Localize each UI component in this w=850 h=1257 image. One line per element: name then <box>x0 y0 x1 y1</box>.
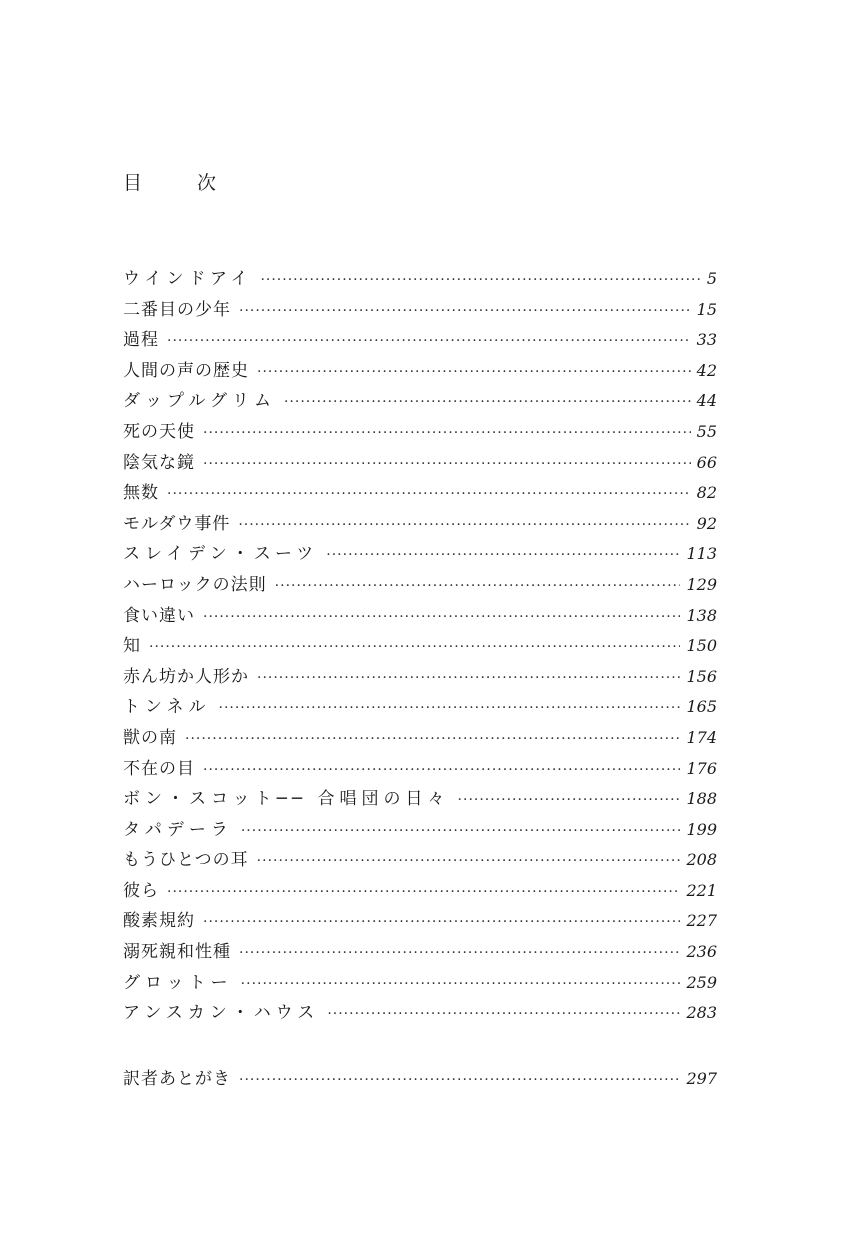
toc-entry-page: 208 <box>686 850 717 870</box>
toc-entry-title: 二番目の少年 <box>123 299 231 320</box>
toc-entry <box>123 325 717 356</box>
toc-entry-page: 188 <box>686 789 717 809</box>
toc-entry-page: 221 <box>686 880 717 900</box>
toc-entry-page: 150 <box>686 636 717 656</box>
toc-leader-dots <box>284 387 691 418</box>
toc-entry-page: 156 <box>686 666 717 686</box>
toc-leader-dots <box>241 969 681 1000</box>
toc-entry-page: 176 <box>686 758 717 778</box>
toc-entry-title: ボン・スコット── 合唱団の日々 <box>123 789 450 810</box>
toc-entry-title: 食い違い <box>123 605 195 626</box>
toc-entry <box>123 998 717 1029</box>
toc-entry <box>123 631 717 662</box>
toc-entry <box>123 448 717 479</box>
toc-leader-dots <box>275 571 681 602</box>
toc-leader-dots <box>257 846 681 877</box>
toc-entry-title: アンスカン・ハウス <box>123 1003 320 1024</box>
toc-entry-page: 259 <box>686 972 717 992</box>
toc-leader-dots <box>241 816 681 847</box>
toc-entry-title: もうひとつの耳 <box>123 850 249 871</box>
toc-entry <box>123 784 717 815</box>
toc-entry-title: 人間の声の歴史 <box>123 360 249 381</box>
toc-entry <box>123 815 717 846</box>
toc-entry-page: 92 <box>696 513 717 533</box>
toc-entry <box>123 906 717 937</box>
toc-entry-title: グロットー <box>123 972 233 993</box>
toc-entry-page: 199 <box>686 819 717 839</box>
toc-entry-page: 42 <box>696 360 717 380</box>
toc-entry <box>123 356 717 387</box>
toc-heading: 目 次 <box>123 172 235 194</box>
toc-entry-title: ダップルグリム <box>123 391 276 412</box>
toc-entry-title: 酸素規約 <box>123 911 195 932</box>
toc-entry-title: ハーロックの法則 <box>123 574 267 595</box>
toc-entry-title: 獣の南 <box>123 727 177 748</box>
toc-entry-title: モルダウ事件 <box>123 513 231 534</box>
toc-entry-page: 5 <box>706 269 717 288</box>
toc-entry <box>123 509 717 540</box>
toc-leader-dots <box>239 938 680 969</box>
toc-entry <box>123 570 717 601</box>
toc-leader-dots <box>260 265 700 296</box>
toc-leader-dots <box>219 693 681 724</box>
toc-entry <box>123 539 717 570</box>
toc-entry-page: 55 <box>696 421 717 441</box>
toc-leader-dots <box>257 357 691 388</box>
toc-leader-dots <box>167 877 680 908</box>
toc-entry <box>123 968 717 999</box>
toc-leader-dots <box>203 907 680 938</box>
toc-entry <box>123 845 717 876</box>
toc-entry <box>123 386 717 417</box>
toc-entry-title: 死の天使 <box>123 421 195 442</box>
toc-entry <box>123 601 717 632</box>
toc-entry-title: ウインドアイ <box>123 269 253 289</box>
toc-entry-page: 66 <box>696 452 717 472</box>
toc-leader-dots <box>203 755 680 786</box>
toc-entry <box>123 264 717 295</box>
toc-leader-dots <box>238 510 690 541</box>
toc-entry-title: 赤ん坊か人形か <box>123 666 249 687</box>
toc-leader-dots <box>458 785 681 816</box>
toc-entry-page: 165 <box>686 697 717 717</box>
toc-entry-title: 訳者あとがき <box>123 1069 231 1089</box>
toc-entry <box>123 478 717 509</box>
toc-entry-title: 知 <box>123 636 141 657</box>
toc-entry-title: 不在の目 <box>123 758 195 779</box>
toc-entry-title: スレイデン・スーツ <box>123 544 319 565</box>
toc-entry <box>123 295 717 326</box>
toc-entry-page: 283 <box>686 1003 717 1023</box>
toc-entry-page: 15 <box>696 299 717 319</box>
toc-entry-title: 溺死親和性種 <box>123 942 231 963</box>
toc-leader-dots <box>239 296 691 327</box>
toc-leader-dots <box>185 724 680 755</box>
toc-entry <box>123 937 717 968</box>
toc-leader-dots <box>239 1065 680 1096</box>
toc-entry <box>123 723 717 754</box>
toc-leader-dots <box>203 602 680 633</box>
toc-entry-afterword <box>123 1064 717 1095</box>
toc-entry-title: タパデーラ <box>123 819 233 840</box>
toc-entry-page: 297 <box>686 1069 717 1088</box>
toc-entry-page: 129 <box>686 574 717 594</box>
toc-leader-dots <box>203 449 691 480</box>
toc-entry-page: 44 <box>696 391 717 411</box>
toc-entry-title: トンネル <box>123 697 211 718</box>
toc-entry-page: 236 <box>686 942 717 962</box>
toc-entry-title: 過程 <box>123 330 159 351</box>
toc-leader-dots <box>167 479 691 510</box>
toc-entry-page: 227 <box>686 911 717 931</box>
toc-entry <box>123 692 717 723</box>
toc-entry <box>123 754 717 785</box>
toc-entry-title: 彼ら <box>123 880 159 901</box>
toc-entry-page: 113 <box>686 544 717 564</box>
toc-entry <box>123 417 717 448</box>
toc-entry-page: 33 <box>696 330 717 350</box>
toc-list <box>123 264 717 1029</box>
toc-entry-page: 82 <box>696 483 717 503</box>
toc-entry-title: 陰気な鏡 <box>123 452 195 473</box>
toc-entry <box>123 876 717 907</box>
toc-entry-page: 174 <box>686 727 717 747</box>
toc-entry-title: 無数 <box>123 483 159 504</box>
toc-leader-dots <box>167 326 691 357</box>
afterword-list <box>123 1064 717 1095</box>
toc-leader-dots <box>257 663 680 694</box>
toc-entry <box>123 662 717 693</box>
toc-leader-dots <box>203 418 691 449</box>
toc-leader-dots <box>327 999 680 1030</box>
toc-leader-dots <box>149 632 680 663</box>
toc-entry-page: 138 <box>686 605 717 625</box>
toc-leader-dots <box>326 540 680 571</box>
